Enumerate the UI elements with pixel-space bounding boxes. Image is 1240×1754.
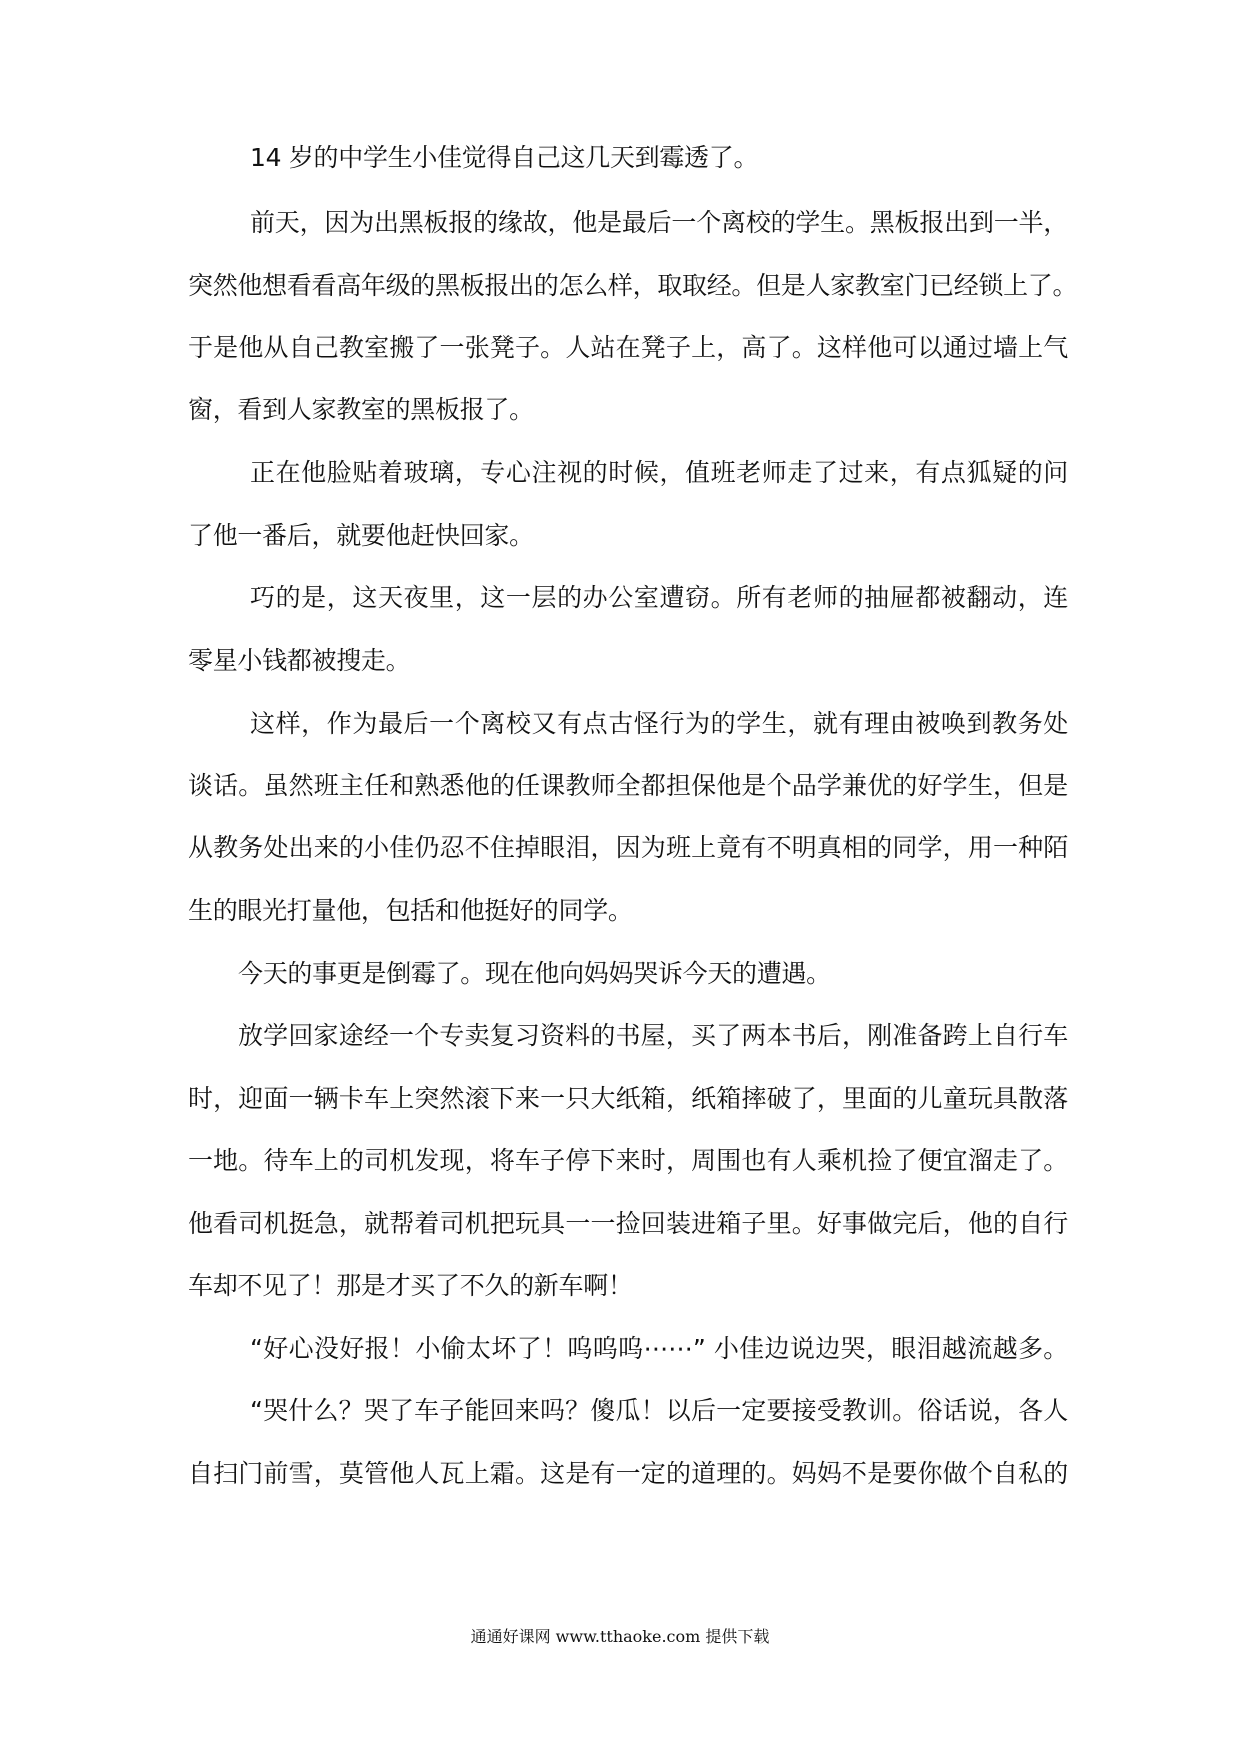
paragraph-line: 从教务处出来的小佳仍忍不住掉眼泪，因为班上竟有不明真相的同学，用一种陌 [188, 833, 1068, 862]
paragraph-line: 于是他从自己教室搬了一张凳子。人站在凳子上，高了。这样他可以通过墙上气 [188, 333, 1068, 362]
paragraph-line: 窗，看到人家教室的黑板报了。 [188, 395, 534, 424]
paragraph-line: 零星小钱都被搜走。 [188, 646, 411, 675]
paragraph-line: 这样，作为最后一个离校又有点古怪行为的学生，就有理由被唤到教务处 [250, 709, 1068, 738]
page-footer: 通通好课网 www.tthaoke.com 提供下载 [470, 1627, 770, 1646]
paragraph-line: 巧的是，这天夜里，这一层的办公室遭窃。所有老师的抽屉都被翻动，连 [250, 583, 1068, 612]
paragraph-line: 前天，因为出黑板报的缘故，他是最后一个离校的学生。黑板报出到一半， [250, 208, 1068, 237]
paragraph-line: 他看司机挺急，就帮着司机把玩具一一捡回装进箱子里。好事做完后，他的自行 [188, 1209, 1068, 1238]
paragraph-line: 正在他脸贴着玻璃，专心注视的时候，值班老师走了过来，有点狐疑的问 [250, 458, 1068, 487]
paragraph-line: 车却不见了！那是才买了不久的新车啊！ [188, 1271, 633, 1300]
paragraph-line: 时，迎面一辆卡车上突然滚下来一只大纸箱，纸箱摔破了，里面的儿童玩具散落 [188, 1084, 1068, 1113]
paragraph-line: 自扫门前雪，莫管他人瓦上霜。这是有一定的道理的。妈妈不是要你做个自私的 [188, 1459, 1068, 1488]
paragraph-line: 突然他想看看高年级的黑板报出的怎么样，取取经。但是人家教室门已经锁上了。 [188, 271, 1078, 300]
paragraph-line: 一地。待车上的司机发现，将车子停下来时，周围也有人乘机捡了便宜溜走了。 [188, 1146, 1068, 1175]
paragraph-line: 了他一番后，就要他赶快回家。 [188, 521, 534, 550]
paragraph-line: “哭什么？哭了车子能回来吗？傻瓜！以后一定要接受教训。俗话说，各人 [250, 1396, 1068, 1425]
paragraph-line: 生的眼光打量他，包括和他挺好的同学。 [188, 896, 633, 925]
paragraph-line: 谈话。虽然班主任和熟悉他的任课教师全都担保他是个品学兼优的好学生，但是 [188, 771, 1068, 800]
paragraph-line: “好心没好报！小偷太坏了！呜呜呜⋯⋯” 小佳边说边哭，眼泪越流越多。 [250, 1334, 1068, 1363]
paragraph-line: 今天的事更是倒霉了。现在他向妈妈哭诉今天的遭遇。 [238, 959, 831, 988]
paragraph-line: 放学回家途经一个专卖复习资料的书屋，买了两本书后，刚准备跨上自行车 [238, 1021, 1068, 1050]
paragraph-line: 14 岁的中学生小佳觉得自己这几天到霉透了。 [250, 143, 759, 172]
